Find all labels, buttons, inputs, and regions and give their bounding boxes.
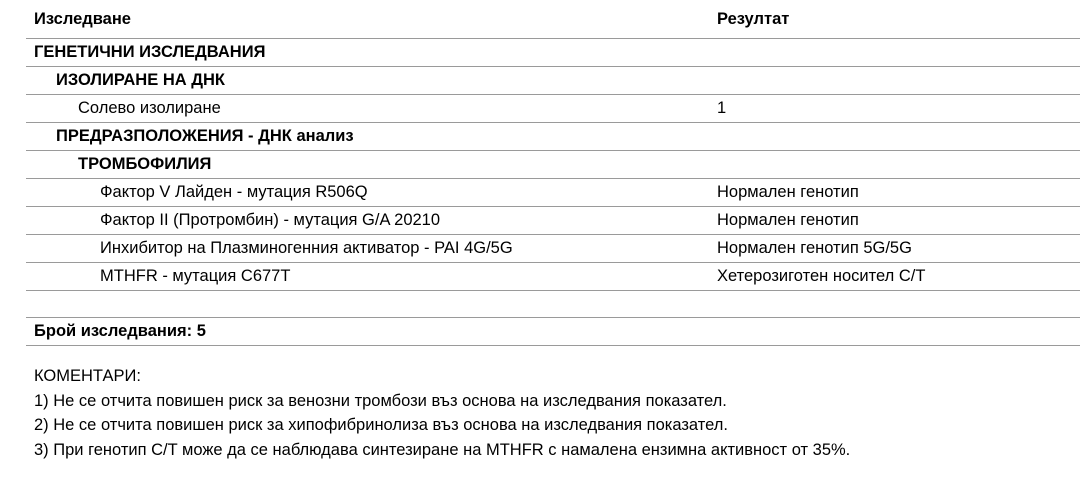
comment-item: 3) При генотип C/T може да се наблюдава синтезиране на MTHFR с намалена ензимна активност от 35%.: [34, 440, 851, 459]
table-row: [26, 94, 1080, 122]
comments-section: [34, 364, 850, 462]
test-result: Нормален генотип: [717, 211, 859, 229]
test-result: 1: [717, 99, 727, 117]
comment-item: 2) Не се отчита повишен риск за хипофибринолиза въз основа на изследвания показател.: [34, 416, 728, 434]
column-header-test: Изследване: [34, 10, 131, 28]
table-row: [26, 262, 1080, 291]
test-result: Нормален генотип: [717, 183, 859, 201]
table-row: [26, 122, 1080, 150]
test-name: MTHFR - мутация C677T: [100, 267, 291, 285]
column-header-result: Резултат: [717, 10, 790, 28]
comment-item: 1) Не се отчита повишен риск за венозни тромбози въз основа на изследвания показател.: [34, 391, 727, 410]
table-row: [26, 150, 1080, 178]
test-name: ГЕНЕТИЧНИ ИЗСЛЕДВАНИЯ: [34, 43, 266, 61]
comments-title: КОМЕНТАРИ:: [34, 367, 141, 385]
test-name: Инхибитор на Плазминогенния активатор - PAI 4G/5G: [100, 239, 513, 257]
results-table: [26, 38, 1080, 291]
table-row: [26, 234, 1080, 262]
test-count-label: Брой изследвания: 5: [34, 322, 206, 340]
test-count-row: [26, 317, 1080, 346]
test-result: Хетерозиготен носител C/T: [717, 267, 926, 285]
table-row: [26, 206, 1080, 234]
test-name: Фактор V Лайден - мутация R506Q: [100, 183, 368, 201]
table-row: [26, 178, 1080, 206]
test-name: Солево изолиране: [78, 99, 221, 117]
test-name: Фактор II (Протромбин) - мутация G/A 20210: [100, 211, 441, 229]
test-name: ТРОМБОФИЛИЯ: [78, 155, 212, 173]
table-row: [26, 38, 1080, 66]
test-name: ИЗОЛИРАНЕ НА ДНК: [56, 71, 225, 89]
table-row: [26, 66, 1080, 94]
test-result: Нормален генотип 5G/5G: [717, 239, 912, 257]
test-name: ПРЕДРАЗПОЛОЖЕНИЯ - ДНК анализ: [56, 127, 354, 145]
